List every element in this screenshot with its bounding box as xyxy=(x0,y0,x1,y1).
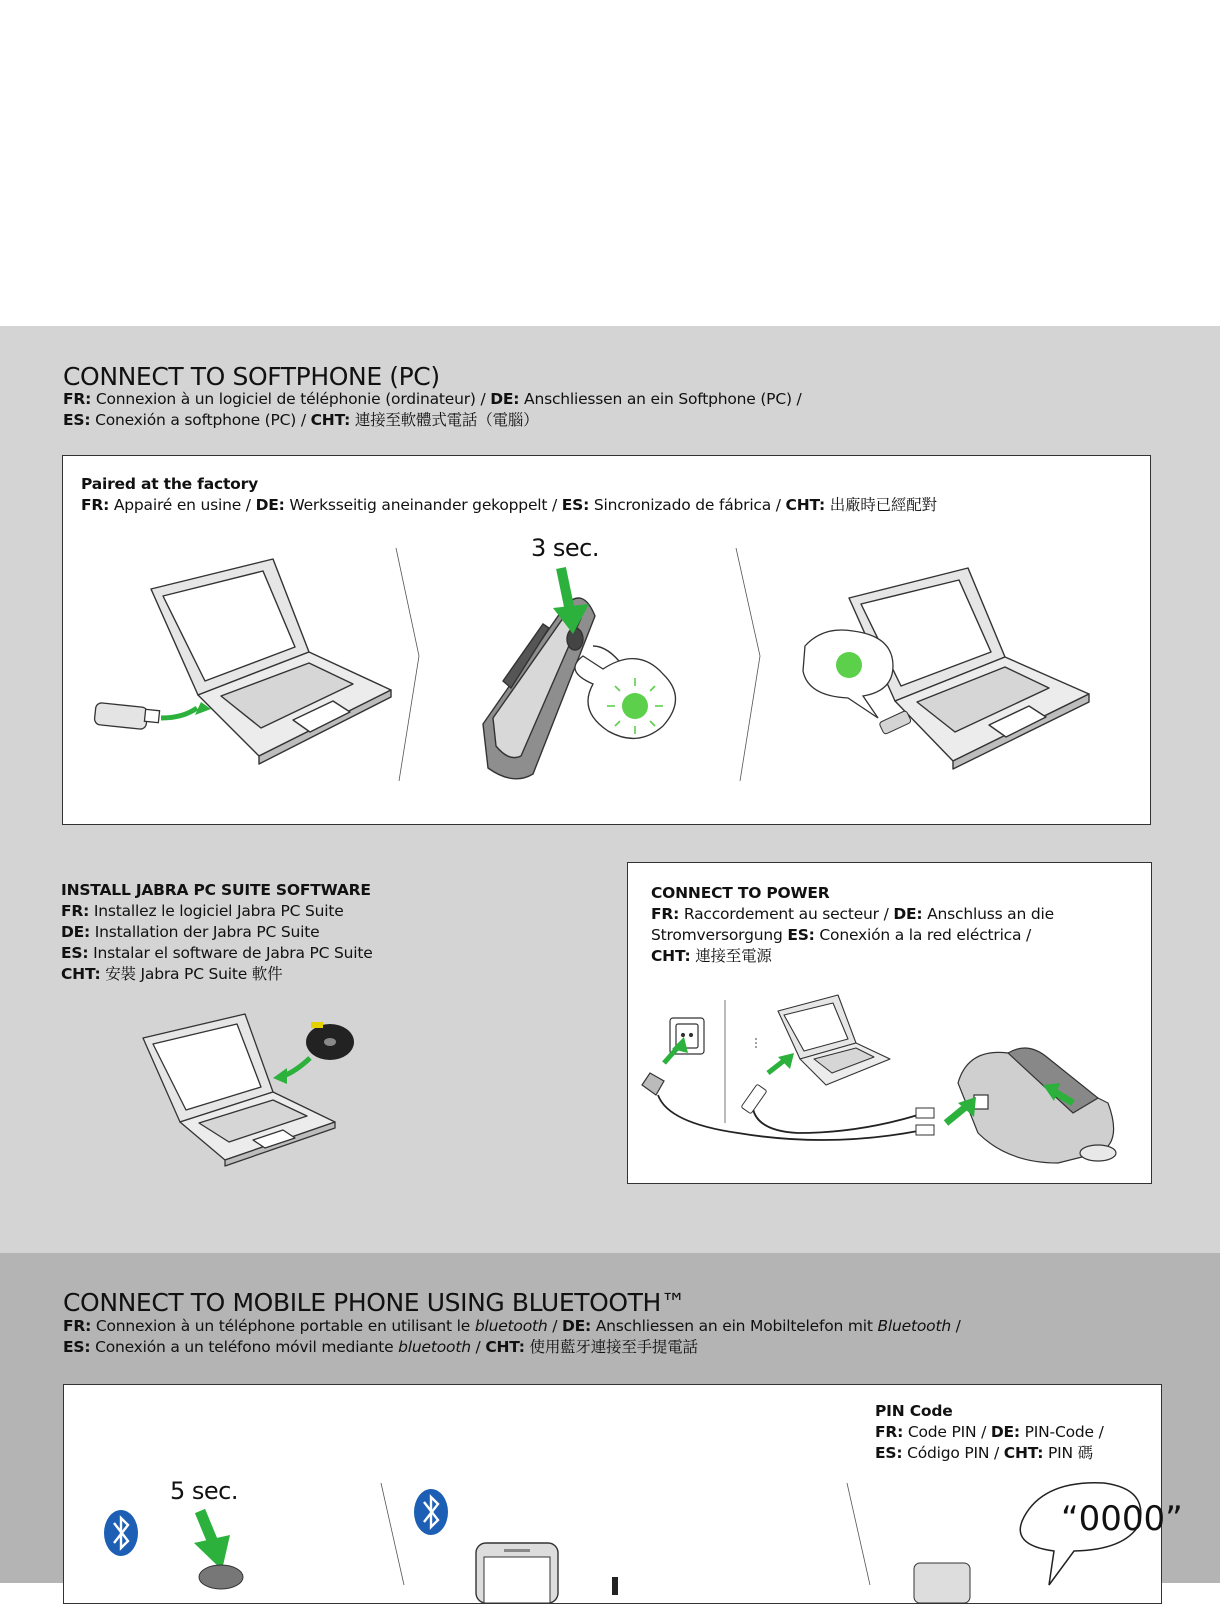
mobile-panel xyxy=(63,1384,1183,1604)
power-cable xyxy=(658,1095,918,1140)
cd-disc-icon xyxy=(324,1038,336,1046)
mobile-phone-icon xyxy=(914,1563,970,1603)
bluetooth-icon xyxy=(414,1489,448,1535)
green-arrow-icon xyxy=(283,1058,310,1076)
usb-dongle-icon xyxy=(879,710,912,734)
mobile-phone-screen xyxy=(484,1557,550,1603)
dots-icon xyxy=(755,1038,757,1048)
usb-cable xyxy=(753,1109,918,1133)
power-heading: CONNECT TO POWER FR: Raccordement au secteur / DE: Anschluss an die Stromversorgung ES: Conexión a la red eléctrica / CHT: 連接至電源 xyxy=(651,884,1054,965)
charging-stand-icon xyxy=(958,1048,1116,1163)
headset-icon xyxy=(199,1565,243,1589)
led-green-icon xyxy=(622,693,648,719)
green-arrow-icon xyxy=(273,1068,287,1084)
power-illustration xyxy=(628,863,1151,1183)
laptop-icon xyxy=(151,559,391,764)
press-duration-label: 5 sec. xyxy=(170,1477,238,1505)
paired-illustration xyxy=(63,456,1150,824)
usb-connector-icon xyxy=(916,1108,934,1118)
step-separator xyxy=(736,548,760,781)
press-duration-label: 3 sec. xyxy=(531,534,599,562)
led-green-icon xyxy=(836,652,862,678)
softphone-section-title: CONNECT TO SOFTPHONE (PC) xyxy=(63,362,440,391)
usb-connector-icon xyxy=(916,1125,934,1135)
bluetooth-icon xyxy=(104,1510,138,1556)
softphone-subtitle: FR: Connexion à un logiciel de téléphonie (ordinateur) / DE: Anschliessen an ein Softphone (PC) / ES: Conexión a softphone (PC) / CHT: 連接至軟體式電話（電腦） xyxy=(63,390,802,429)
pin-heading: PIN Code FR: Code PIN / DE: PIN-Code / ES: Código PIN / CHT: PIN 碼 xyxy=(875,1402,1104,1462)
cd-disc-icon xyxy=(311,1022,323,1028)
power-panel xyxy=(627,862,1152,1184)
paired-panel xyxy=(62,455,1151,825)
mobile-illustration xyxy=(64,1385,1183,1603)
pin-code-value: “0000” xyxy=(1061,1499,1183,1539)
step-separator xyxy=(396,548,419,781)
green-arrow-icon xyxy=(161,708,197,718)
install-illustration xyxy=(135,1010,375,1170)
power-plug-icon xyxy=(642,1073,664,1095)
led-bubble xyxy=(575,656,676,738)
step-separator xyxy=(847,1483,870,1585)
mobile-section-title: CONNECT TO MOBILE PHONE USING BLUETOOTH™ xyxy=(63,1288,686,1317)
mobile-subtitle: FR: Connexion à un téléphone portable en utilisant le bluetooth / DE: Anschliessen an ein Mobiltelefon mit Bluetooth / ES: Conexión a un teléfono móvil mediante bluetooth / CHT: 使用藍牙連接至手提電話 xyxy=(63,1317,961,1356)
signal-bar-icon xyxy=(612,1577,618,1595)
install-heading: INSTALL JABRA PC SUITE SOFTWARE FR: Installez le logiciel Jabra PC Suite DE: Installation der Jabra PC Suite ES: Instalar el software de Jabra PC Suite CHT: 安裝 Jabra PC Suite 軟件 xyxy=(61,881,373,983)
laptop-icon xyxy=(778,995,890,1085)
usb-dongle-icon xyxy=(94,702,160,729)
phone-speaker-icon xyxy=(504,1549,530,1552)
step-separator xyxy=(381,1483,404,1585)
usb-plug-icon xyxy=(741,1084,767,1114)
paired-heading: Paired at the factory FR: Appairé en usine / DE: Werksseitig aneinander gekoppelt / ES: Sincronizado de fábrica / CHT: 出廠時已經配對 xyxy=(81,475,937,514)
laptop-icon xyxy=(143,1014,335,1166)
